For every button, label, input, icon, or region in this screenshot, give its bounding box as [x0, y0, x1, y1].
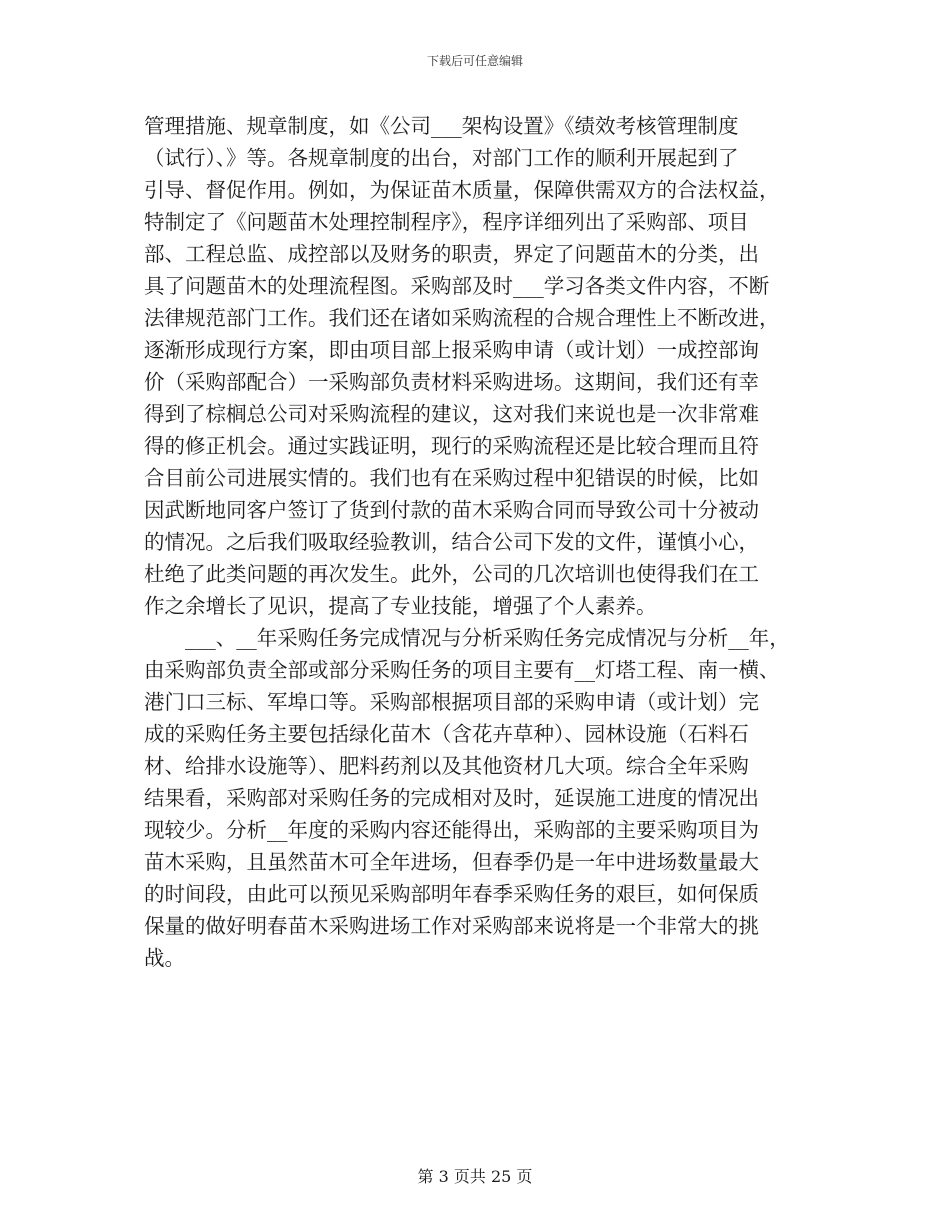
text-line: 得到了棕榈总公司对采购流程的建议，这对我们来说也是一次非常难 — [144, 402, 759, 426]
page-number: 第 3 页共 25 页 — [417, 1167, 533, 1186]
text-line: 战。 — [144, 946, 185, 970]
text-line: 材、给排水设施等）、肥料药剂以及其他资材几大项。综合全年采购 — [144, 754, 749, 778]
text-line: 因武断地同客户签订了货到付款的苗木采购合同而导致公司十分被动 — [144, 498, 759, 522]
text-line: 的时间段，由此可以预见采购部明年春季采购任务的艰巨，如何保质 — [144, 882, 759, 906]
text-line: 部、工程总监、成控部以及财务的职责，界定了问题苗木的分类，出 — [144, 242, 759, 266]
text-line: 引导、督促作用。例如，为保证苗木质量，保障供需双方的合法权益， — [144, 178, 780, 202]
text-line: 具了问题苗木的处理流程图。采购部及时___学习各类文件内容，不断 — [144, 274, 770, 298]
text-line: 管理措施、规章制度，如《公司___架构设置》《绩效考核管理制度 — [144, 114, 739, 138]
text-line: 港门口三标、军埠口等。采购部根据项目部的采购申请（或计划）完 — [144, 690, 759, 714]
text-line: 苗木采购，且虽然苗木可全年进场，但春季仍是一年中进场数量最大 — [144, 850, 759, 874]
text-line: 作之余增长了见识，提高了专业技能，增强了个人素养。 — [144, 594, 657, 618]
text-line: ___、__年采购任务完成情况与分析采购任务完成情况与分析__年， — [144, 626, 790, 650]
text-line: 价（采购部配合）一采购部负责材料采购进场。这期间，我们还有幸 — [144, 370, 759, 394]
document-body — [144, 110, 814, 974]
text-line: 法律规范部门工作。我们还在诸如采购流程的合规合理性上不断改进， — [144, 306, 780, 330]
text-line: 成的采购任务主要包括绿化苗木（含花卉草种）、园林设施（石料石 — [144, 722, 749, 746]
text-line: 保量的做好明春苗木采购进场工作对采购部来说将是一个非常大的挑 — [144, 914, 759, 938]
text-line: 现较少。分析__年度的采购内容还能得出，采购部的主要采购项目为 — [144, 818, 759, 842]
text-line: 结果看，采购部对采购任务的完成相对及时，延误施工进度的情况出 — [144, 786, 759, 810]
text-line: 的情况。之后我们吸取经验教训，结合公司下发的文件，谨慎小心， — [144, 530, 759, 554]
text-line: 杜绝了此类问题的再次发生。此外，公司的几次培训也使得我们在工 — [144, 562, 759, 586]
text-line: 合目前公司进展实情的。我们也有在采购过程中犯错误的时候，比如 — [144, 466, 759, 490]
text-line: 得的修正机会。通过实践证明，现行的采购流程还是比较合理而且符 — [144, 434, 759, 458]
text-line: 由采购部负责全部或部分采购任务的项目主要有__灯塔工程、南一横、 — [144, 658, 780, 682]
text-line: 逐渐形成现行方案，即由项目部上报采购申请（或计划）一成控部询 — [144, 338, 759, 362]
page-header: 下载后可任意编辑 — [426, 54, 523, 68]
text-line: 特制定了《问题苗木处理控制程序》，程序详细列出了采购部、项目 — [144, 210, 749, 234]
text-line: （试行）、》等。各规章制度的出台，对部门工作的顺利开展起到了 — [144, 146, 739, 170]
